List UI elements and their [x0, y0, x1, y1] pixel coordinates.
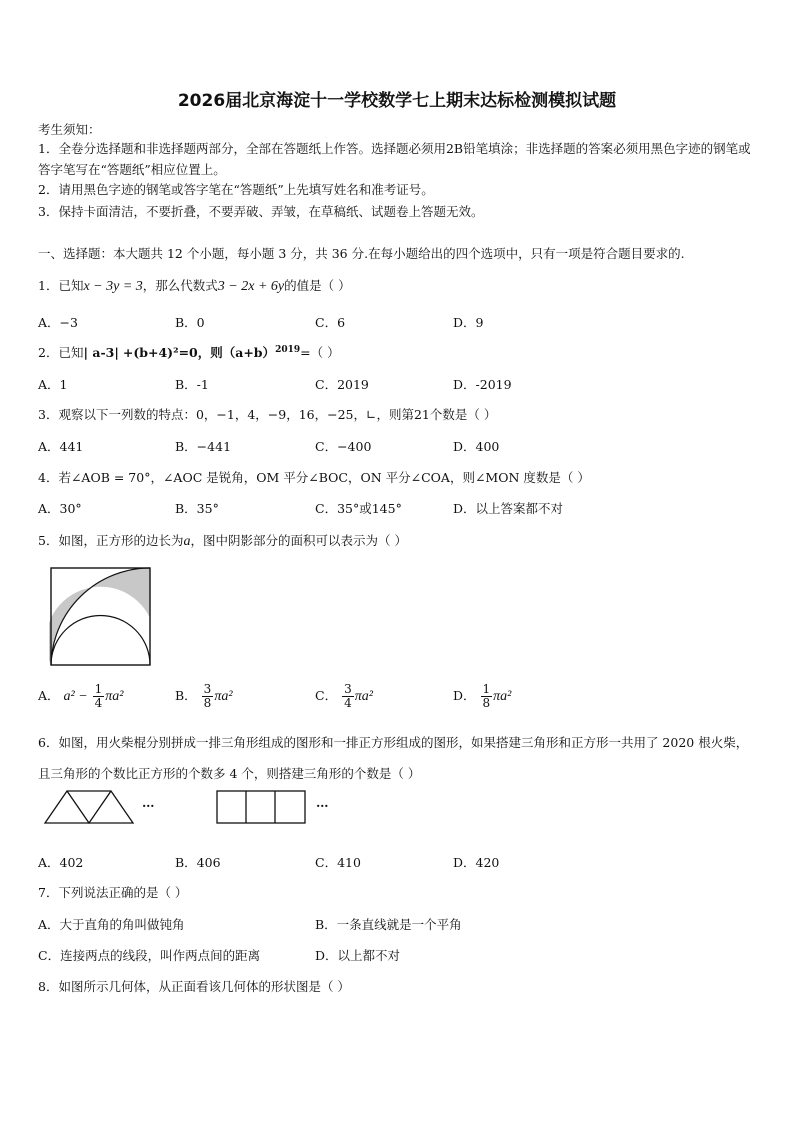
q6-triangles-figure — [43, 789, 136, 825]
q1-option-c[interactable]: C．6 — [315, 315, 346, 330]
q5-option-b[interactable]: B． $\frac{3}{8}$ πa² — [175, 682, 233, 710]
q5-option-a[interactable]: A． a² − $\frac{1}{4}$ πa² — [38, 682, 124, 710]
q5-option-d[interactable]: D． $\frac{1}{8}$ πa² — [453, 682, 512, 710]
q6-ellipsis-left: … — [142, 795, 155, 810]
q6-ellipsis-right: … — [316, 795, 329, 810]
q3-option-b[interactable]: B．−441 — [175, 439, 232, 454]
q6-squares-figure — [215, 789, 308, 825]
notice-heading: 考生须知： — [38, 122, 101, 137]
q7-option-b[interactable]: B．一条直线就是一个平角 — [315, 917, 462, 932]
q4-option-c[interactable]: C．35°或145° — [315, 501, 402, 516]
q6-option-a[interactable]: A．402 — [38, 855, 84, 870]
section-heading: 一、选择题：本大题共 12 个小题，每小题 3 分，共 36 分.在每小题给出的四个选项中，只有一项是符合题目要求的. — [38, 246, 685, 261]
question-2-stem: 2．已知| a-3| +(b+4)²=0，则$(a+b)^{2019}=$（ ） — [38, 344, 340, 360]
q2-option-c[interactable]: C．2019 — [315, 377, 369, 392]
question-1-stem: 1．已知x − 3y = 3，那么代数式3 − 2x + 6y的值是（ ） — [38, 278, 351, 294]
question-3-stem: 3．观察以下一列数的特点：0，−1，4，−9，16，−25，∟，则第21个数是（ ） — [38, 407, 497, 422]
q5-semicircle-arc — [51, 616, 150, 666]
page-title: 2026届北京海淀十一学校数学七上期末达标检测模拟试题 — [177, 91, 617, 111]
q4-option-d[interactable]: D．以上答案都不对 — [453, 501, 564, 516]
q6-option-c[interactable]: C．410 — [315, 855, 361, 870]
question-4-stem: 4．若∠AOB = 70°，∠AOC 是锐角，OM 平分∠BOC，ON 平分∠COA，则∠MON 度数是（ ） — [38, 470, 590, 485]
q7-option-c[interactable]: C．连接两点的线段，叫作两点间的距离 — [38, 948, 261, 963]
q1-option-a[interactable]: A．−3 — [38, 315, 78, 330]
q4-option-a[interactable]: A．30° — [38, 501, 82, 516]
q5-option-d-fraction: $\frac{1}{8}$ — [482, 682, 491, 710]
q2-abs: | a-3| — [83, 345, 119, 360]
q1-option-b[interactable]: B．0 — [175, 315, 205, 330]
q2-option-d[interactable]: D．-2019 — [453, 377, 512, 392]
q5-option-a-fraction: $\frac{1}{4}$ — [94, 682, 103, 710]
notice-item-1: 1．全卷分选择题和非选择题两部分，全部在答题纸上作答。选择题必须用2B铅笔填涂；非选择题的答案必须用黑色字迹的钢笔或答字笔写在“答题纸”相应位置上。 — [38, 141, 751, 177]
q5-option-b-fraction: $\frac{3}{8}$ — [203, 682, 212, 710]
q3-option-c[interactable]: C．−400 — [315, 439, 372, 454]
q1-condition: x − 3y = 3 — [83, 279, 143, 294]
q7-option-a[interactable]: A．大于直角的角叫做钝角 — [38, 917, 185, 932]
question-5-stem: 5．如图，正方形的边长为a，图中阴影部分的面积可以表示为（ ） — [38, 533, 407, 549]
q6-option-b[interactable]: B．406 — [175, 855, 221, 870]
q5-square-figure — [49, 566, 153, 667]
question-6-stem: 6．如图，用火柴棍分别拼成一排三角形组成的图形和一排正方形组成的图形，如果搭建三角形和正方形一共用了 2020 根火柴，且三角形的个数比正方形的个数多 4 个，则搭建三角形的个数是（ ） — [38, 735, 749, 781]
q2-option-b[interactable]: B．-1 — [175, 377, 209, 392]
q5-option-c-fraction: $\frac{3}{4}$ — [344, 682, 352, 710]
q5-option-c[interactable]: C． $\frac{3}{4}$ πa² — [315, 682, 373, 710]
q3-option-d[interactable]: D．400 — [453, 439, 500, 454]
q1-option-d[interactable]: D．9 — [453, 315, 484, 330]
q7-option-d[interactable]: D．以上都不对 — [315, 948, 401, 963]
q3-option-a[interactable]: A．441 — [38, 439, 84, 454]
question-7-stem: 7．下列说法正确的是（ ） — [38, 885, 188, 900]
q4-option-b[interactable]: B．35° — [175, 501, 219, 516]
notice-item-2: 2．请用黑色字迹的钢笔或答字笔在“答题纸”上先填写姓名和准考证号。 — [38, 182, 434, 197]
q1-expression: 3 − 2x + 6y — [217, 279, 285, 294]
q5-side-variable: a — [183, 534, 191, 549]
q2-option-a[interactable]: A．1 — [38, 377, 68, 392]
question-8-stem: 8．如图所示几何体，从正面看该几何体的形状图是（ ） — [38, 979, 350, 994]
q6-option-d[interactable]: D．420 — [453, 855, 500, 870]
notice-item-3: 3．保持卡面清洁，不要折叠，不要弄破、弄皱，在草稿纸、试题卷上答题无效。 — [38, 204, 484, 219]
